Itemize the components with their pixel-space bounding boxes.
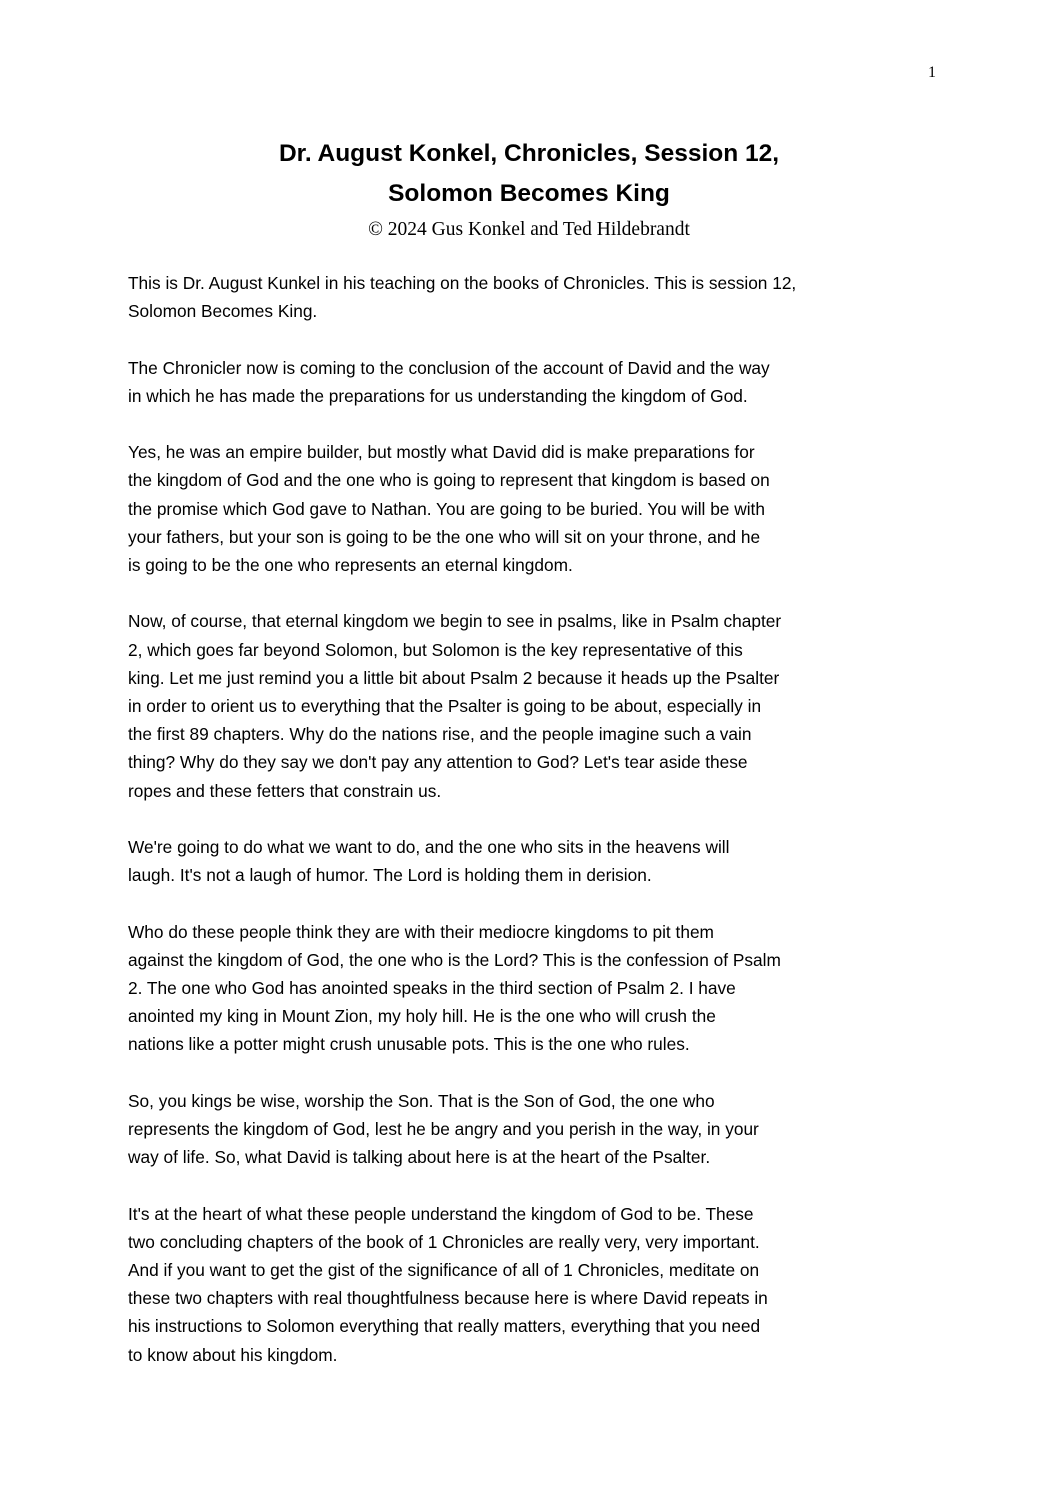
- document-title: [0, 134, 1058, 214]
- text-line: This is Dr. August Kunkel in his teaching on the books of Chronicles. This is session 12,: [128, 273, 797, 293]
- text-line: to know about his kingdom.: [128, 1344, 338, 1365]
- text-line: Who do these people think they are with their mediocre kingdoms to pit them: [128, 921, 714, 942]
- text-line: laugh. It's not a laugh of humor. The Lord is holding them in derision.: [128, 865, 652, 886]
- text-line: It's at the heart of what these people understand the kingdom of God to be. These: [128, 1203, 754, 1224]
- title-line: Solomon Becomes King: [388, 180, 670, 207]
- text-line: thing? Why do they say we don't pay any attention to God? Let's tear aside these: [128, 752, 748, 773]
- paragraph: [128, 1087, 948, 1172]
- text-line: two concluding chapters of the book of 1 Chronicles are really very, very important.: [128, 1231, 760, 1252]
- title-line: Dr. August Konkel, Chronicles, Session 12,: [278, 140, 780, 167]
- copyright-notice: © 2024 Gus Konkel and Ted Hildebrandt: [368, 219, 690, 240]
- paragraph: [128, 269, 948, 325]
- text-line: these two chapters with real thoughtfulness because here is where David repeats in: [128, 1288, 768, 1309]
- text-line: 2, which goes far beyond Solomon, but Solomon is the key representative of this: [128, 639, 743, 660]
- text-line: king. Let me just remind you a little bit about Psalm 2 because it heads up the Psalter: [128, 667, 780, 688]
- text-line: And if you want to get the gist of the significance of all of 1 Chronicles, meditate on: [128, 1260, 760, 1280]
- text-line: 2. The one who God has anointed speaks in the third section of Psalm 2. I have: [128, 978, 736, 998]
- document-body: [128, 269, 948, 1397]
- text-line: We're going to do what we want to do, and the one who sits in the heavens will: [128, 837, 730, 857]
- text-line: represents the kingdom of God, lest he be angry and you perish in the way, in your: [128, 1119, 759, 1139]
- text-line: in which he has made the preparations for us understanding the kingdom of God.: [128, 385, 748, 406]
- paragraph: [128, 833, 948, 889]
- text-line: The Chronicler now is coming to the conclusion of the account of David and the way: [128, 357, 770, 378]
- text-line: Solomon Becomes King.: [128, 301, 318, 322]
- paragraph: [128, 607, 948, 804]
- page-number: 1: [928, 64, 936, 81]
- text-line: Now, of course, that eternal kingdom we begin to see in psalms, like in Psalm chapter: [128, 611, 782, 632]
- text-line: Yes, he was an empire builder, but mostly what David did is make preparations for: [128, 442, 755, 463]
- text-line: against the kingdom of God, the one who is the Lord? This is the confession of Psalm: [128, 949, 781, 970]
- text-line: ropes and these fetters that constrain us.: [128, 780, 442, 801]
- paragraph: [128, 918, 948, 1059]
- text-line: anointed my king in Mount Zion, my holy hill. He is the one who will crush the: [128, 1006, 716, 1027]
- text-line: your fathers, but your son is going to be the one who will sit on your throne, and he: [128, 526, 761, 547]
- text-line: his instructions to Solomon everything that really matters, everything that you need: [128, 1316, 761, 1337]
- text-line: is going to be the one who represents an eternal kingdom.: [128, 555, 573, 575]
- paragraph: [128, 354, 948, 410]
- text-line: the kingdom of God and the one who is going to represent that kingdom is based on: [128, 470, 770, 491]
- text-line: the first 89 chapters. Why do the nations rise, and the people imagine such a vain: [128, 724, 752, 745]
- text-line: way of life. So, what David is talking about here is at the heart of the Psalter.: [128, 1147, 711, 1168]
- text-line: nations like a potter might crush unusable pots. This is the one who rules.: [128, 1034, 690, 1055]
- paragraph: [128, 438, 948, 579]
- text-line: in order to orient us to everything that the Psalter is going to be about, especially in: [128, 696, 762, 716]
- paragraph: [128, 1200, 948, 1369]
- text-line: the promise which God gave to Nathan. You are going to be buried. You will be with: [128, 498, 765, 519]
- text-line: So, you kings be wise, worship the Son. That is the Son of God, the one who: [128, 1090, 715, 1111]
